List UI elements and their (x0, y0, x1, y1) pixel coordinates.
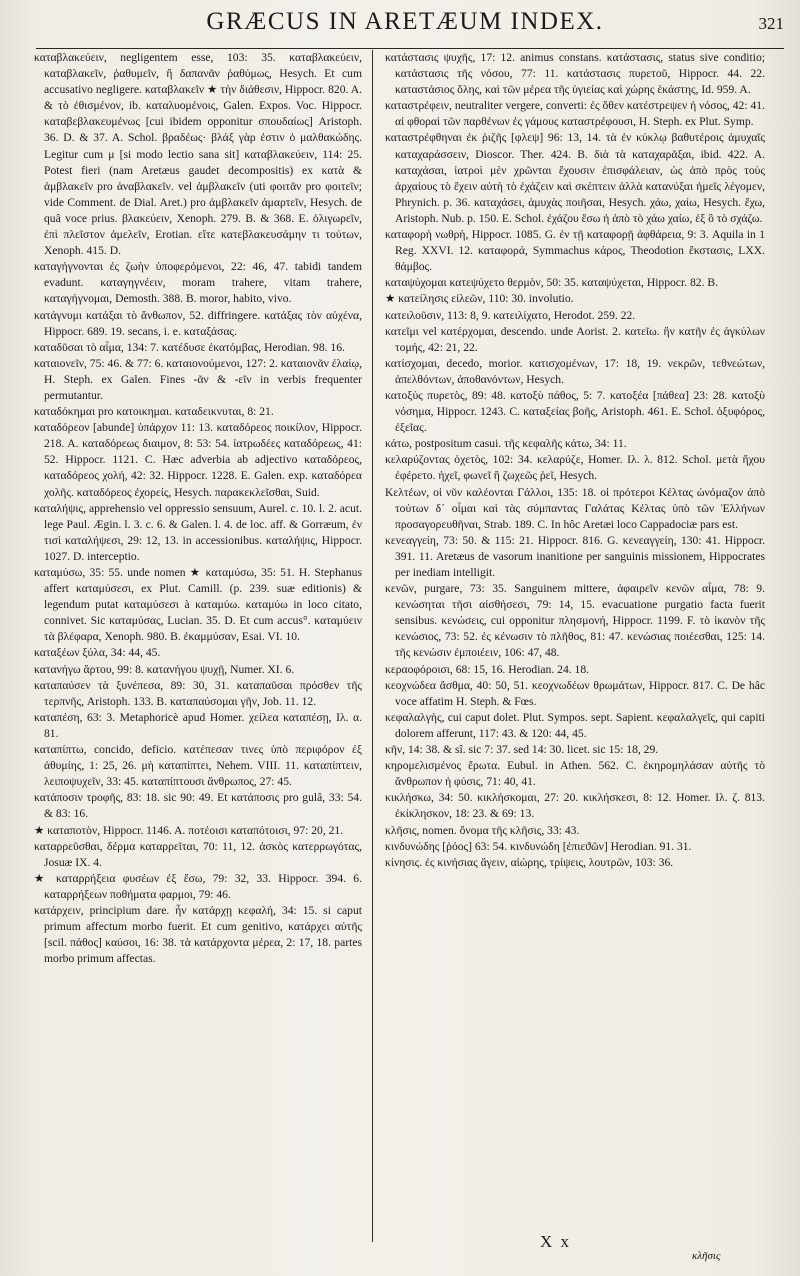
index-entry: κατεῖμι vel κατέρχομαι, descendo. unde Aorist. 2. κατεῖω. ἣν κατῆν ἐς ἀγκύλων τομής, 42: 21, 22. (385, 324, 765, 354)
index-entry: καταγήγνονται ἐς ζωὴν ὑποφερόμενοι, 22: 46, 47. tabidi tandem evadunt. καταγηγνέειν, moram trahere, vitam trahere, καταγήγνομαι, Demosth. 388. B. moror, habito, vivo. (34, 260, 362, 306)
index-entry: καταδόρεον [abunde] ὑπάρχον 11: 13. καταδόρεος ποικίλον, Hippocr. 218. A. καταδόρεως διαιμον, 8: 53: 54. ἰατρωδέες καταδόρεως, 41: 52. Hippocr. 1121. C. Hæc adverbia ab adjectivo καταδόρεος, καταδόρεος χολή, 42: 32. Hippocr. 1228. E. Galen. exp. καταδόρεα χολῆς. καταδόρεος ἐχορείς, Hesych. παρακεκλεῖσθαι, Suid. (34, 421, 362, 499)
index-entry: Κελτέων, οἱ νῦν καλέονται Γάλλοι, 135: 18. οἱ πρότεροι Κέλτας ὠνόμαζον ἀπὸ τούτων δ᾽ οἶμαι καὶ τὰς σύμπαντας Γαλάτας Κέλτας ὑπὸ τῶν Ἑλλήνων προσαγορευθῆναι, Strab. 189. C. In hôc Aretæi loco Cappadociæ pars est. (385, 485, 765, 531)
index-entry: καταδόκημαι pro κατοικημαι. καταδεικνυται, 8: 21. (34, 405, 274, 419)
index-entry: καταστρέφθηναι ἐκ ῥιζῆς [φλεψ] 96: 13, 14. τὰ ἐν κύκλῳ βαθυτέροις ἀμυχαῖς καταχαράσσειν, Dioscor. Ther. 424. B. διὰ τὰ καταχαρᾶξαι, ibid. 422. A. καταχάσαι, ἰατροὶ μὲν χρῶνται ἔχουσιν ἐπισφάλειαν, ὡς ἀπὸ πρὸς τοὺς ἀρχαίους τὸ ἔχειν αὐτὴ τὸ ἐχάζειν καὶ σκέπτειν ἀλλὰ κατανύξαι ἡμεῖς λέγομεν, Phrynich. p. 36. καταχάσει, ἀμυχὰς ποιῆσαι, Hesych. χάω, χαίω, Hesych. ἔχω, Aristoph. Nub. p. 150. E. Schol. ἐχάζου ἔσω ἡ ἀπὸ τὸ χάω χαίω, ἐξ ὃ τὸ σχάζω. (385, 131, 765, 225)
index-entry: καταφορὴ νωθρὴ, Hippocr. 1085. G. ἐν τῇ καταφορῇ ἀφθάρεια, 9: 3. Aquila in 1 Reg. XXVI. 12. καταφορά, Symmachus κάρος, Theodotion ἔκστασις, LXX. θάμβος. (385, 228, 765, 274)
index-entry: κεραοφόροισι, 68: 15, 16. Herodian. 24. 18. (385, 662, 590, 676)
index-entry: ★ καταρρήξεια φυσέων ἐξ ἔσω, 79: 32, 33. Hippocr. 394. 6. καταρρήξεων ποθήματα φαρμοι, 79: 46. (34, 871, 362, 901)
index-entry: καταρρεῦσθαι, δέρμα καταρρεῖται, 70: 11, 12. ἀσκὸς κατερρωγότας, Josuæ IX. 4. (34, 839, 362, 869)
index-entry: κάτω, postpositum casui. τῆς κεφαλῆς κάτω, 34: 11. (385, 437, 627, 451)
index-entry: κατάποσιν τροφῆς, 83: 18. sic 90: 49. Et κατάποσις pro gulâ, 33: 54. & 83: 16. (34, 791, 362, 821)
index-entry: κλῆσις, nomen. ὄνομα τῆς κλῆσις, 33: 43. (385, 823, 580, 837)
index-entry: κατανήγω ἄρτου, 99: 8. κατανήγου ψυχῇ, Numer. XI. 6. (34, 662, 295, 676)
index-entry: κενῶν, purgare, 73: 35. Sanguinem mittere, ἀφαιρεῖν κενῶν αἷμα, 78: 9. κενώσηται τῆσι αἰσθήσεσι, 79: 14, 15. evacuatione purgatio facta fuerit sensibus. κενώσεις, cui opponitur πλησμονή, Hippocr. 1199. F. τὸ ἱκανὸν τῆς κενώσιος, 73: 52. ἐς κένωσιν τὸ πλῆθος, 81: 47. κενώσιας ποιέεσθαι, 125: 14. τῆς κενώσιν ἐμποιέειν, 106: 47, 48. (385, 582, 765, 660)
header-rule (36, 48, 784, 49)
index-entry: κεφαλαλγὴς, cui caput dolet. Plut. Sympos. sept. Sapient. κεφαλαλγεῖς, qui capiti dolorem afferunt, 117: 43. & 120: 44, 45. (385, 710, 765, 740)
index-entry: ★ καταποτὸν, Hippocr. 1146. A. ποτέοισι καταπότοισι, 97: 20, 21. (34, 823, 344, 837)
index-entry: κατειλοῦσιν, 113: 8, 9. κατειλίχατο, Herodot. 259. 22. (385, 308, 636, 322)
index-entry: κατίσχομαι, decedo, morior. κατισχομένων, 17: 18, 19. νεκρῶν, τεθνεώτων, ἀπελθόντων, ἀποθανόντων, Hesych. (385, 356, 765, 386)
index-entry: καταδῦσαι τὸ αἷμα, 134: 7. κατέδυσε ἐκατόμβας, Herodian. 98. 16. (34, 340, 345, 354)
index-entry: κίνησις. ἐς κινήσιας ἄγειν, αἰώρης, τρίψεις, λουτρῶν, 103: 36. (385, 855, 674, 869)
right-column (385, 50, 765, 1234)
index-entry: κελαρύζοντας ὀχετὸς, 102: 34. κελαρύζε, Homer. Ιλ. λ. 812. Schol. μετὰ ἤχου ἐφέρετο. ἠχεῖ, φωνεῖ ἢ ζωχεῶς ῥεῖ, Hesych. (385, 453, 765, 483)
page-title: GRÆCUS IN ARETÆUM INDEX. (206, 8, 604, 35)
column-divider (372, 50, 373, 1242)
index-entry: ★ κατείλησις εἰλεῶν, 110: 30. involutio. (385, 292, 574, 306)
index-entry: κατοξύς πυρετὸς, 89: 48. κατοξὺ πάθος, 5: 7. κατοξέα [πάθεα] 23: 28. κατοξὺ νόσημα, Hippocr. 1243. C. καταξείας βοῆς, Aristoph. 461. E. Schol. ὀξυφόρος, ἐξεῖας. (385, 388, 765, 435)
running-header (30, 2, 790, 48)
catchword: κλῆσις (692, 1250, 721, 1262)
index-entry: κατάρχειν, principium dare. ἦν κατάρχῃ κεφαλή, 34: 15. si caput primum affectum morbo fuerit. Et cum genitivo, κατάρχει αὐτῆς [scil. πάθος] καύσοι, 16: 38. τὰ κατάρχοντα μέρεα, 2: 17, 18. partes morbo primum affectas. (34, 903, 362, 966)
index-entry: κηρομελισμένος ἔρωτα. Eubul. in Athen. 562. C. ἐκηρομηλάσαν αὐτῆς τὸ ἄνθρωπον ἡ φύσις, 71: 40, 41. (385, 759, 765, 789)
index-entry: καταπίπτω, concido, deficio. κατέπεσαν τινες ὑπὸ περιφόρον ἐξ ἀθυμίης, 1: 25, 26. μὴ καταπίπτει, Nehem. VIII. 11. καταπίπτειν, λειποψυχεῖν, 33: 45. καταπίπτουσι ἄνθρωπος, 27: 45. (34, 743, 362, 789)
index-entry: κενεαγγείη, 73: 50. & 115: 21. Hippocr. 816. G. κενεαγγείη, 130: 41. Hippocr. 391. 11. Aretæus de vasorum inanitione per sanguinis missionem, Hippocrates per inediam intelligit. (385, 533, 765, 579)
index-entry: καταιονεῖν, 75: 46. & 77: 6. καταιονούμενοι, 127: 2. καταιονᾶν ἐλαίῳ, H. Steph. ex Galen. Fines -ᾶν & -εῖν in verbis frequenter permutantur. (34, 356, 362, 402)
index-entry: κικλήσκω, 34: 50. κικλήσκομαι, 27: 20. κικλήσκεσι, 8: 12. Homer. Ιλ. ζ. 813. ἐκίκλησκον, 18: 23. & 69: 13. (385, 791, 765, 821)
index-entry: καταλήψις, apprehensio vel oppressio sensuum, Aurel. c. 10. l. 2. acut. lege Paul. Ægin. l. 3. c. 6. & Galen. l. 4. de loc. aff. & Gorræum, ἐν τισὶ καταλήψεσι, 29: 12, 13. in accessionibus. καταλήψις, Hippocr. 1027. D. interceptio. (34, 501, 362, 563)
index-entry: κῆν, 14: 38. & sî. sic 7: 37. sed 14: 30. licet. sic 15: 18, 29. (385, 743, 659, 757)
index-entry: κεοχνώδεα ἄσθμα, 40: 50, 51. κεοχνωδέων θρωμάτων, Hippocr. 817. C. De hâc voce affatim H. Steph. & Fœs. (385, 678, 765, 708)
signature-mark: X x (540, 1232, 572, 1251)
index-entry: κατάστασις ψυχῆς, 17: 12. animus constans. κατάστασις, status sive conditio; κατάστασις τῆς νόσου, 77: 11. κατάστασις πυρετοῦ, Hippocr. 44. 22. καταστάσιος ὅλης, καὶ τῶν μέρεα τῆς ὑγιείας καὶ χώρης ἑκάστης, Id. 959. A. (385, 51, 765, 97)
index-entry: καταστρέφειν, neutraliter vergere, converti: ἐς ὅθεν κατέστρεψεν ἡ νόσος, 42: 41. αἱ φθοραὶ τῶν παρθένων ἐς γάμους καταστρέφουσι, H. Steph. ex Plut. Symp. (385, 99, 765, 129)
index-entry: κινδυνώδης [ῥόος] 63: 54. κινδυνώδη [ἐπιεϑῶν] Herodian. 91. 31. (385, 839, 692, 853)
index-entry: κατάγνυμι κατάξαι τὸ ἄνθωπον, 52. diffringere. κατάξας τὸν αὐχένα, Hippocr. 689. 19. secans, i. e. καταξάσας. (34, 308, 362, 338)
index-entry: καταμύσω, 35: 55. unde nomen ★ καταμύσω, 35: 51. H. Stephanus affert καταμύσεσι, ex Plut. Camill. (p. 239. suæ editionis) & legendum putat καταμύσεσι à καταμύω. καταμύω in loco citato, connivet. Sic καταμύσας, Lucian. 35. D. Et cum accus°. καταμύειν τὰ βλέφαρα, Xenoph. 980. B. ἐκαμμύσαν, Esai. VI. 10. (34, 566, 362, 644)
index-entry: καταπαύσεν τὰ ξυνέπεσα, 89: 30, 31. καταπαῦσαι πρόσθεν τῆς τερπνῆς, Aristoph. 133. B. καταπαύσομαι γῆν, Job. 11. 12. (34, 678, 362, 708)
index-entry: καταπέση, 63: 3. Metaphoricè apud Homer. χείλεα καταπέσῃ, Ιλ. α. 81. (34, 710, 362, 740)
index-entry: καταξέων ξύλα, 34: 44, 45. (34, 646, 161, 660)
index-entry: καταβλακεύειν, negligentem esse, 103: 35. καταβλακεύειν, καταβλακεῖν, ῥαθυμεῖν, ἢ δαπανᾶν ῥαθύμως, Hesych. Et cum accusativo negligere. καταβλακεῖν ★ τὴν διάθεσιν, Hippocr. 820. A. & τὸ ἐθισμένον, ib. καταλυομένοις, Galen. Expos. Voc. Hippocr. καταβεβλακευμένως [cui ibidem opponitur σπουδαίως] Aristoph. 36. D. & 37. A. Schol. βραδέως· βλάξ γὰρ ἐστιν ὁ μαλθακώδης. Legitur cum μ [si modo lectio sana sit] καταβλακεύειν, 114: 25. Potest fieri (nam Aretæus gaudet decompositis) ex κατὰ & ἀμβλακεῖν pro ἀναβλακεῖν. vel ἀμβλακεῖν (uti φοιτᾶν pro φοιτεῖν; vide Comment. de Dial. Aret.) pro ἀμβλακεῖν ἁμαρτεῖν, Hesych. de quâ voce prius. βλακεύειν, Xenoph. 279. B. & 368. E. ὀλιγωρεῖν, ἐπὶ πλεῖστον ἀμελεῖν, Erotian. εἴτε κατεβλακευσάμην τι τούτων, Xenoph. 415. D. (34, 51, 362, 258)
left-column (34, 50, 362, 1234)
index-entry: καταψύχομαι κατεψύχετο θερμὸν, 50: 35. καταψύχεται, Hippocr. 82. B. (385, 276, 718, 290)
page-number: 321 (758, 14, 784, 33)
